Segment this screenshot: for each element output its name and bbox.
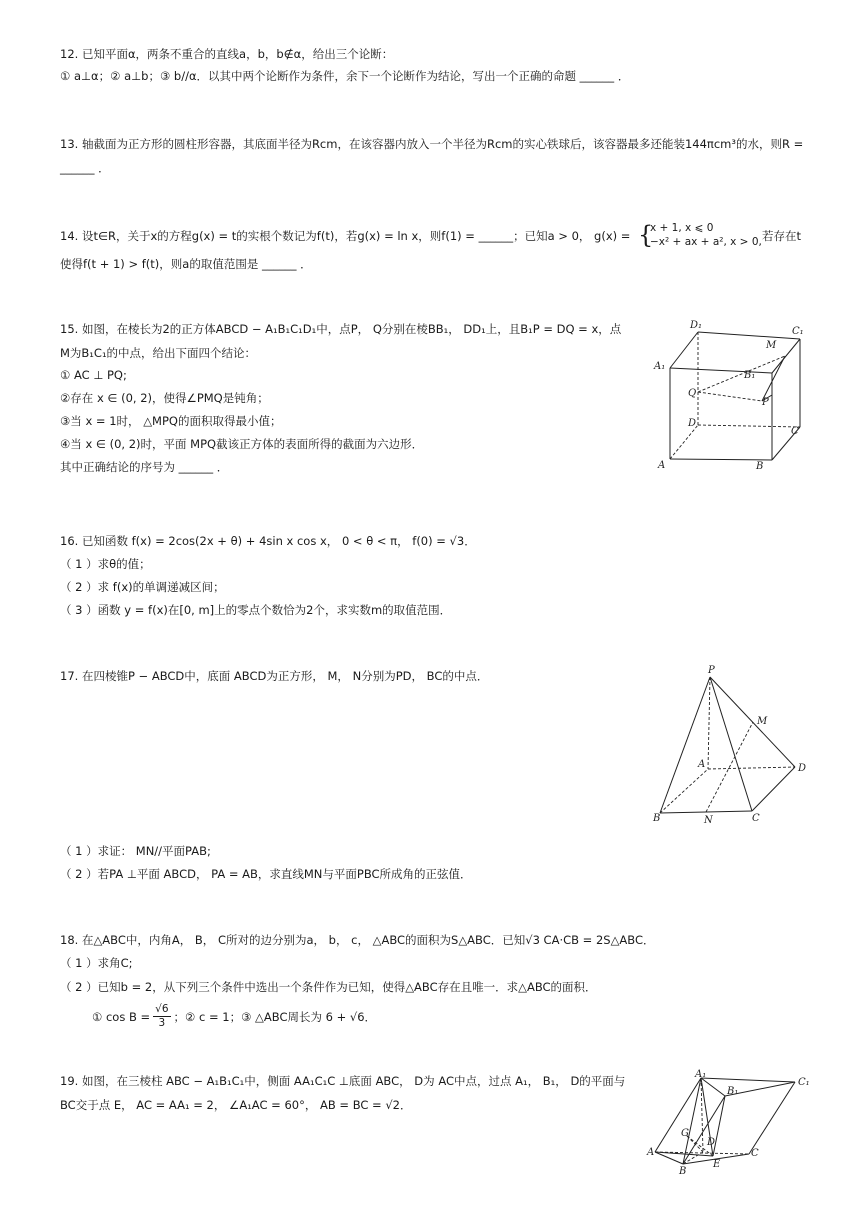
q15-line1: 15. 如图，在棱长为2的正方体ABCD − A₁B₁C₁D₁中，点P， Q分别在棱BB₁， DD₁上，且B₁P = DQ = x，点 — [60, 322, 622, 336]
q15-line4: ②存在 x ∈ (0, 2)，使得∠PMQ是钝角； — [60, 391, 269, 405]
pyr-label-b: B — [653, 813, 661, 824]
q18-frac-den: 3 — [158, 1017, 166, 1029]
prism-label-b: B — [679, 1166, 687, 1177]
q14-brace: { — [638, 221, 654, 249]
q18-line1: 18. 在△ABC中，内角A， B， C所对的边分别为a， b， c， △ABC的面积为S△ABC．已知√3 CA·CB = 2S△ABC． — [60, 933, 655, 947]
q15-line2: M为B₁C₁的中点，给出下面四个结论： — [60, 346, 257, 360]
q16-line2: （ 1 ）求θ的值； — [60, 557, 151, 571]
q15-line6: ④当 x ∈ (0, 2)时，平面 MPQ截该正方体的表面所得的截面为六边形． — [60, 437, 424, 451]
q18-frac-num: √6 — [155, 1003, 169, 1015]
prism-label-c: C — [751, 1148, 759, 1159]
pyr-label-m: M — [757, 716, 768, 727]
pyr-label-a: A — [698, 759, 706, 770]
q16-line1: 16. 已知函数 f(x) = 2cos(2x + θ) + 4sin x cos x， 0 < θ < π， f(0) = √3． — [60, 534, 476, 548]
cube-label-p: P — [762, 397, 769, 408]
q14-line1a: 14. 设t∈R，关于x的方程g(x) = t的实根个数记为f(t)，若g(x) = ln x，则f(1) = ______；已知a > 0， g(x) = — [60, 229, 631, 243]
q12-line1: 12. 已知平面α，两条不重合的直线a，b，b∉α，给出三个论断： — [60, 47, 394, 61]
q12-line2: ① a⊥α；② a⊥b；③ b//α．以其中两个论断作为条件，余下一个论断作为结论，写出一个正确的命题 ______ ． — [60, 69, 630, 83]
prism-label-g: G — [681, 1128, 689, 1139]
q18-fraction — [153, 1003, 170, 1030]
q18-options — [92, 1003, 376, 1030]
prism-label-a1: A₁ — [695, 1069, 707, 1080]
q13-line2: ______ ． — [60, 161, 110, 175]
q14-line2: 使得f(t + 1) > f(t)，则a的取值范围是 ______ ． — [60, 257, 312, 271]
cube-label-m: M — [766, 340, 777, 351]
q19-line1: 19. 如图，在三棱柱 ABC − A₁B₁C₁中，侧面 AA₁C₁C ⊥底面 ABC， D为 AC中点，过点 A₁， B₁， D的平面与 — [60, 1074, 626, 1088]
pyr-label-n: N — [704, 815, 713, 826]
q15-line5: ③当 x = 1时， △MPQ的面积取得最小值； — [60, 414, 282, 428]
cube-label-c: C — [791, 426, 799, 437]
pyr-label-p: P — [708, 665, 715, 676]
cube-label-q: Q — [688, 388, 697, 399]
cube-label-c1: C₁ — [792, 326, 804, 337]
q17-line1: 17. 在四棱锥P − ABCD中，底面 ABCD为正方形， M， N分别为PD， BC的中点． — [60, 669, 489, 683]
q14-piece1: x + 1, x ⩽ 0 — [650, 222, 714, 234]
cube-label-d1: D₁ — [690, 320, 703, 331]
prism-figure — [645, 1068, 815, 1178]
cube-label-a1: A₁ — [654, 361, 666, 372]
cube-label-d: D — [688, 418, 697, 429]
prism-label-a: A — [647, 1147, 655, 1158]
q15-line3: ① AC ⊥ PQ; — [60, 368, 127, 382]
pyr-label-d: D — [798, 763, 807, 774]
prism-label-c1: C₁ — [798, 1077, 810, 1088]
prism-label-e: E — [713, 1159, 721, 1170]
q19-line2: BC交于点 E， AC = AA₁ = 2， ∠A₁AC = 60°， AB = BC = √2． — [60, 1098, 412, 1112]
q18-line3: （ 2 ）已知b = 2，从下列三个条件中选出一个条件作为已知，使得△ABC存在且唯一．求△ABC的面积． — [60, 980, 597, 994]
prism-label-d: D — [707, 1137, 716, 1148]
q17-sub1: （ 1 ）求证： MN//平面PAB; — [60, 844, 211, 858]
cube-label-b: B — [756, 461, 764, 472]
pyramid-figure — [650, 663, 810, 828]
q18-opt1-pre: ① cos B = — [92, 1009, 151, 1024]
q15-line7: 其中正确结论的序号为 ______ ． — [60, 460, 229, 474]
pyr-label-c: C — [752, 813, 760, 824]
cube-label-a: A — [658, 460, 666, 471]
q18-opt-rest: ；② c = 1；③ △ABC周长为 6 + √6． — [173, 1009, 377, 1024]
q18-line2: （ 1 ）求角C; — [60, 956, 133, 970]
q14-line1b: 若存在t — [762, 229, 802, 243]
q16-line3: （ 2 ）求 f(x)的单调递减区间； — [60, 580, 225, 594]
q14-piece2: −x² + ax + a², x > 0, — [650, 236, 762, 248]
q13-line1: 13. 轴截面为正方形的圆柱形容器，其底面半径为Rcm，在该容器内放入一个半径为Rcm的实心铁球后，该容器最多还能装144πcm³的水，则R = — [60, 137, 804, 151]
q16-line4: （ 3 ）函数 y = f(x)在[0, m]上的零点个数恰为2个，求实数m的取值范围． — [60, 603, 452, 617]
prism-label-b1: B₁ — [727, 1086, 739, 1097]
q17-sub2: （ 2 ）若PA ⊥平面 ABCD， PA = AB，求直线MN与平面PBC所成角的正弦值． — [60, 867, 472, 881]
cube-figure — [650, 315, 810, 475]
cube-label-b1: B₁ — [744, 370, 756, 381]
